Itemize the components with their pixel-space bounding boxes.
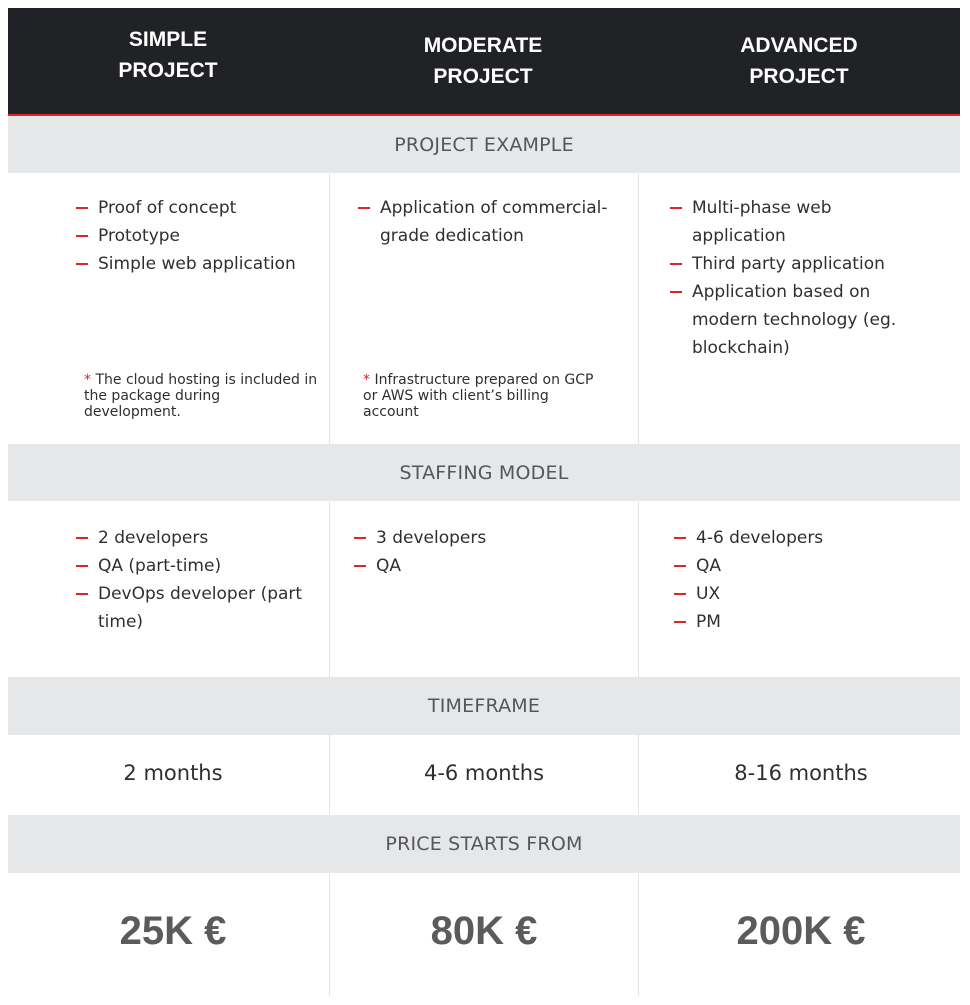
staffing-list: [674, 524, 924, 636]
list-item: Prototype: [76, 222, 316, 250]
staffing-list: [354, 524, 604, 580]
staffing-simple: [8, 501, 328, 677]
list-item: 2 developers: [76, 524, 306, 552]
price-value: 80K €: [430, 909, 538, 953]
column-title-moderate: MODERATE PROJECT: [423, 34, 543, 88]
staffing-advanced: [638, 501, 960, 677]
list-item: QA: [674, 552, 924, 580]
list-item: Application of commercial-grade dedication: [358, 194, 608, 250]
list-item: QA (part-time): [76, 552, 306, 580]
table-header: [8, 8, 960, 116]
price-advanced: [638, 873, 960, 996]
timeframe-value: 8-16 months: [734, 761, 868, 785]
timeframe-value: 2 months: [123, 761, 223, 785]
section-staffing-model: STAFFING MODEL: [8, 444, 960, 501]
footnote: [363, 372, 603, 420]
pricing-table: [8, 8, 960, 996]
footnote-text: Infrastructure prepared on GCP or AWS with client’s billing account: [363, 372, 594, 420]
list-item: 3 developers: [354, 524, 604, 552]
section-timeframe: TIMEFRAME: [8, 677, 960, 735]
list-item: 4-6 developers: [674, 524, 924, 552]
timeframe-moderate: [329, 735, 639, 815]
section-price: PRICE STARTS FROM: [8, 815, 960, 873]
price-simple: [8, 873, 328, 996]
staffing-moderate: [329, 501, 639, 677]
timeframe-value: 4-6 months: [423, 761, 545, 785]
timeframe-row: [8, 735, 960, 815]
list-item: Third party application: [670, 250, 900, 278]
footnote: [84, 372, 320, 420]
staffing-row: [8, 501, 960, 677]
project-example-moderate: [329, 173, 639, 444]
asterisk: *: [84, 372, 91, 388]
project-example-list: [76, 194, 316, 278]
timeframe-simple: [8, 735, 328, 815]
list-item: UX: [674, 580, 924, 608]
column-title-simple: SIMPLE PROJECT: [118, 28, 218, 82]
staffing-list: [76, 524, 306, 636]
price-moderate: [329, 873, 639, 996]
project-example-list: [358, 194, 608, 250]
project-example-list: [670, 194, 900, 362]
column-title-advanced: ADVANCED PROJECT: [740, 34, 858, 88]
list-item: Simple web application: [76, 250, 316, 278]
footnote-text: The cloud hosting is included in the package during development.: [84, 372, 318, 420]
price-value: 25K €: [119, 909, 227, 953]
section-project-example: PROJECT EXAMPLE: [8, 116, 960, 173]
project-example-advanced: [638, 173, 960, 444]
price-row: [8, 873, 960, 996]
list-item: QA: [354, 552, 604, 580]
list-item: DevOps developer (part time): [76, 580, 306, 636]
project-example-row: [8, 173, 960, 444]
timeframe-advanced: [638, 735, 960, 815]
project-example-simple: [8, 173, 328, 444]
price-value: 200K €: [736, 909, 866, 953]
list-item: PM: [674, 608, 924, 636]
list-item: Application based on modern technology (eg. blockchain): [670, 278, 900, 362]
list-item: Proof of concept: [76, 194, 316, 222]
list-item: Multi-phase web application: [670, 194, 900, 250]
asterisk: *: [363, 372, 370, 388]
